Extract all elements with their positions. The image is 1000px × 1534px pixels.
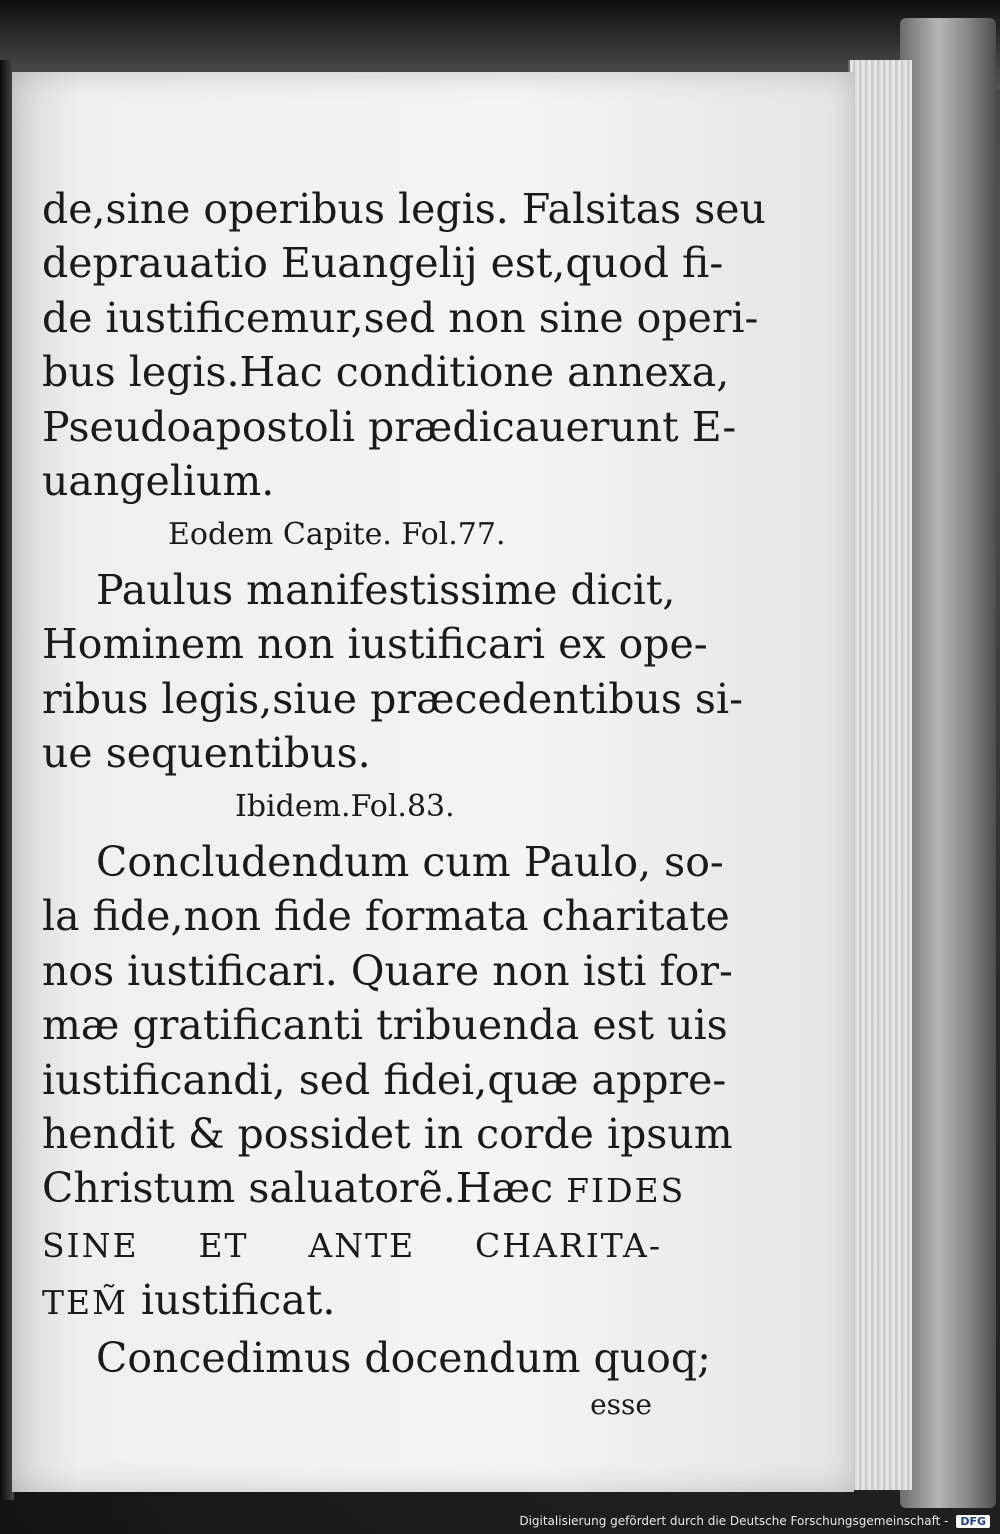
- book-cover-right: [900, 18, 996, 1508]
- text-line: Hominem non iustificari ex ope-: [42, 620, 708, 669]
- text-line: Pseudoapostoli prædicauerunt E-: [42, 402, 737, 451]
- section-heading: Eodem Capite. Fol.77.: [168, 517, 506, 553]
- text-line: ue sequentibus.: [42, 729, 371, 778]
- text-line: Concedimus docendum quoq;: [96, 1333, 711, 1382]
- text-fragment: iustificat.: [140, 1276, 336, 1325]
- text-line: Paulus manifestissime dicit,: [96, 565, 676, 614]
- text-line: iustificandi, sed fidei,quæ appre-: [42, 1055, 727, 1104]
- text-line: Concludendum cum Paulo, so-: [96, 837, 724, 886]
- caps-word: FIDES: [566, 1171, 686, 1211]
- text-line: de iustificemur,sed non sine operi-: [42, 293, 759, 342]
- text-line: [42, 1273, 662, 1330]
- text-line: deprauatio Euangelij est,quod fi-: [42, 239, 724, 288]
- book-page: [12, 72, 854, 1492]
- text-line: mæ gratificanti tribuenda est uis: [42, 1001, 728, 1050]
- digitization-credit: [519, 1514, 990, 1528]
- caps-word: TEM̃: [42, 1283, 128, 1323]
- page-text: [42, 182, 766, 1425]
- text-line: nos iustificari. Quare non isti for-: [42, 946, 733, 995]
- caps-line: SINE ET ANTE CHARITA-: [42, 1225, 662, 1265]
- dfg-logo: DFG: [956, 1515, 990, 1528]
- text-line: de,sine operibus legis. Falsitas seu: [42, 185, 766, 233]
- text-line: uangelium.: [42, 457, 275, 506]
- credit-text: Digitalisierung gefördert durch die Deutsche Forschungsgemeinschaft -: [519, 1514, 949, 1528]
- text-fragment: Christum saluatorẽ.Hæc: [42, 1164, 554, 1213]
- text-line: bus legis.Hac conditione annexa,: [42, 348, 730, 397]
- page-edges: [848, 60, 912, 1490]
- text-line: hendit & possidet in corde ipsum: [42, 1109, 733, 1158]
- section-heading: Ibidem.Fol.83.: [235, 789, 455, 825]
- text-line: [42, 1161, 686, 1218]
- text-line: ribus legis,siue præcedentibus si-: [42, 674, 743, 723]
- catchword: esse: [590, 1387, 652, 1421]
- text-line: la fide,non fide formata charitate: [42, 892, 730, 941]
